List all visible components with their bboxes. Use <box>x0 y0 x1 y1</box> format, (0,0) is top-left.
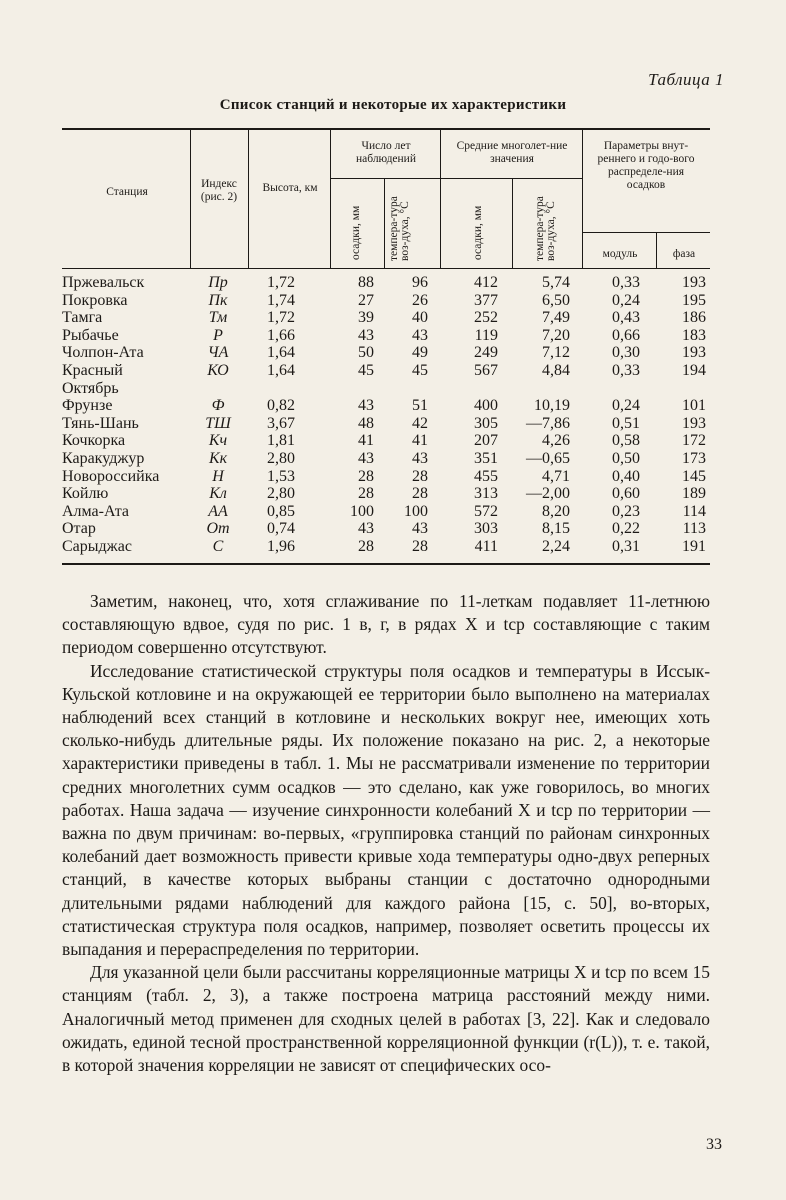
cell-height: 0,74 <box>267 520 295 538</box>
paragraph: Для указанной цели были рассчитаны корреляционные матрицы X и tср по всем 15 станциям (табл. 2, 3), а также построена матрица расстояний между ними. Аналогичный метод применен для сходных целей в работах [3, 22]. Как и следовало ожидать, единой тесной пространственной корреляционной функции (r(L)), т. е. такой, в которой значения корреляции не зависят от специфических осо- <box>62 962 710 1076</box>
header-divider <box>190 130 191 268</box>
table-row <box>62 450 710 468</box>
cell-height: 1,96 <box>267 537 295 555</box>
cell-height: 1,66 <box>267 326 295 344</box>
cell-yt: 43 <box>412 449 428 467</box>
table-row <box>62 432 710 450</box>
cell-mod: 0,50 <box>612 449 640 467</box>
table-row <box>62 520 710 538</box>
cell-index: От <box>206 520 230 538</box>
table-row <box>62 415 710 433</box>
header-subrule <box>330 178 440 179</box>
cell-mt: 8,20 <box>542 502 570 520</box>
header-subrule <box>440 178 582 179</box>
header-subrule <box>582 232 710 233</box>
cell-station: Октябрь <box>62 379 119 397</box>
paragraph: Исследование статистической структуры поля осадков и температуры в Иссык-Кульской котловине и на окружающей ее территории было выполнено на материалах наблюдений всех станций в котловине и нескольких вокруг нее, имеющих хоть сколько-нибудь длительные ряды. Их положение показано на рис. 2, а некоторые характеристики приведены в табл. 1. Мы не рассматривали изменение по территории средних многолетних сумм осадков — это сделано, как уже говорилось, во многих работах. Наша задача — изучение синхронности колебаний X и tср по территории — важна по двум причинам: во-первых, «группировка станций по районам синхронных колебаний дает возможность привести кривые хода температуры одно-двух реперных станций, в качестве которых выбраны станции с достаточно однородными длительными рядами наблюдений для каждого района [15, с. 50], во-вторых, статистическая структура поля осадков, например, позволяет осветить процессы их выпадания и перераспределения по территории. <box>62 660 710 960</box>
cell-yp: 48 <box>358 414 374 432</box>
table-header-rule <box>62 268 710 269</box>
cell-station: Каракуджур <box>62 449 145 467</box>
cell-phase: 173 <box>682 449 706 467</box>
cell-height: 1,74 <box>267 291 295 309</box>
cell-yt: 41 <box>412 432 428 450</box>
table-row <box>62 538 710 556</box>
header-means: Средние многолет-ние значения <box>456 140 568 165</box>
cell-phase: 191 <box>682 537 706 555</box>
cell-phase: 172 <box>682 432 706 450</box>
header-index: Индекс (рис. 2) <box>200 178 238 203</box>
header-height: Высота, км <box>262 182 318 194</box>
header-modulus: модуль <box>602 248 638 260</box>
cell-yp: 28 <box>358 467 374 485</box>
cell-yp: 28 <box>358 485 374 503</box>
cell-phase: 189 <box>682 485 706 503</box>
table-row <box>62 380 710 398</box>
cell-yp: 100 <box>350 502 374 520</box>
cell-phase: 114 <box>682 502 706 520</box>
cell-height: 1,72 <box>267 309 295 327</box>
cell-mp: 249 <box>474 344 498 362</box>
cell-phase: 186 <box>682 309 706 327</box>
cell-mt: 10,19 <box>534 397 570 415</box>
cell-mod: 0,43 <box>612 309 640 327</box>
cell-mt: —2,00 <box>526 485 570 503</box>
cell-yt: 43 <box>412 520 428 538</box>
cell-index: Н <box>212 467 224 485</box>
cell-mt: 4,84 <box>542 361 570 379</box>
cell-phase: 193 <box>682 344 706 362</box>
table-row <box>62 485 710 503</box>
cell-mt: 4,71 <box>542 467 570 485</box>
table-top-rule <box>62 128 710 130</box>
header-divider <box>656 232 657 268</box>
cell-mt: 2,24 <box>542 537 570 555</box>
cell-mp: 119 <box>474 326 498 344</box>
table-row <box>62 327 710 345</box>
cell-station: Покровка <box>62 291 128 309</box>
cell-index: С <box>212 537 224 555</box>
cell-station: Чолпон-Ата <box>62 344 144 362</box>
cell-yt: 100 <box>404 502 428 520</box>
cell-yt: 43 <box>412 326 428 344</box>
cell-height: 0,85 <box>267 502 295 520</box>
cell-height: 1,72 <box>267 274 295 291</box>
cell-mt: 7,12 <box>542 344 570 362</box>
table-row <box>62 274 710 292</box>
cell-mod: 0,60 <box>612 485 640 503</box>
table-row <box>62 397 710 415</box>
cell-phase: 194 <box>682 361 706 379</box>
header-divider <box>384 178 385 268</box>
cell-yp: 28 <box>358 537 374 555</box>
cell-yt: 42 <box>412 414 428 432</box>
cell-phase: 101 <box>682 397 706 415</box>
cell-mt: 4,26 <box>542 432 570 450</box>
cell-mp: 313 <box>474 485 498 503</box>
cell-yp: 27 <box>358 291 374 309</box>
table-body <box>62 274 710 556</box>
cell-mp: 455 <box>474 467 498 485</box>
header-params: Параметры внут-реннего и годо-вого распределе-ния осадков <box>597 140 695 191</box>
cell-station: Красный <box>62 361 123 379</box>
table-row <box>62 503 710 521</box>
paragraph: Заметим, наконец, что, хотя сглаживание по 11-леткам подавляет 11-летнюю составляющую вдвое, судя по рис. 1 в, г, в рядах X и tср составляющие с таким периодом совершенно отсутствуют. <box>62 591 710 658</box>
cell-height: 3,67 <box>267 414 295 432</box>
cell-mt: 7,49 <box>542 309 570 327</box>
table-title: Список станций и некоторые их характеристики <box>219 97 567 113</box>
header-divider <box>440 130 441 268</box>
cell-height: 0,82 <box>267 397 295 415</box>
cell-index: Р <box>213 326 223 344</box>
cell-mt: 6,50 <box>542 291 570 309</box>
cell-mod: 0,40 <box>612 467 640 485</box>
cell-mp: 252 <box>474 309 498 327</box>
cell-mp: 412 <box>474 274 498 291</box>
cell-station: Пржевальск <box>62 274 145 291</box>
cell-mp: 305 <box>474 414 498 432</box>
header-divider <box>330 130 331 268</box>
cell-mp: 303 <box>474 520 498 538</box>
cell-yt: 28 <box>412 467 428 485</box>
cell-mt: —7,86 <box>526 414 570 432</box>
table-row <box>62 292 710 310</box>
cell-yt: 28 <box>412 537 428 555</box>
cell-mp: 377 <box>474 291 498 309</box>
cell-index: КО <box>207 361 229 379</box>
cell-yp: 43 <box>358 449 374 467</box>
header-divider <box>248 130 249 268</box>
body-text <box>62 590 710 1077</box>
cell-mod: 0,24 <box>612 397 640 415</box>
header-phase: фаза <box>672 248 696 260</box>
cell-phase: 195 <box>682 291 706 309</box>
cell-phase: 193 <box>682 414 706 432</box>
cell-height: 2,80 <box>267 485 295 503</box>
cell-mod: 0,51 <box>612 414 640 432</box>
table-row <box>62 362 710 380</box>
cell-index: Пр <box>208 274 228 291</box>
header-divider <box>582 130 583 268</box>
cell-mod: 0,24 <box>612 291 640 309</box>
table-row <box>62 309 710 327</box>
cell-mp: 351 <box>474 449 498 467</box>
cell-height: 1,53 <box>267 467 295 485</box>
cell-index: ЧА <box>207 344 229 362</box>
cell-yp: 43 <box>358 326 374 344</box>
cell-station: Тянь-Шань <box>62 414 139 432</box>
table-label: Таблица 1 <box>648 70 724 89</box>
cell-station: Сарыджас <box>62 537 132 555</box>
header-years-precip: осадки, мм <box>350 205 362 260</box>
cell-yp: 41 <box>358 432 374 450</box>
cell-index: Пк <box>208 291 228 309</box>
cell-index: Кл <box>209 485 227 503</box>
cell-mod: 0,33 <box>612 274 640 291</box>
cell-mod: 0,66 <box>612 326 640 344</box>
cell-yp: 39 <box>358 309 374 327</box>
cell-mt: —0,65 <box>526 449 570 467</box>
cell-index: Тм <box>208 309 228 327</box>
cell-mod: 0,58 <box>612 432 640 450</box>
cell-station: Алма-Ата <box>62 502 130 520</box>
cell-height: 2,80 <box>267 449 295 467</box>
cell-station: Фрунзе <box>62 397 113 415</box>
table-row <box>62 344 710 362</box>
cell-yt: 51 <box>412 397 428 415</box>
cell-index: Кк <box>208 449 228 467</box>
cell-mp: 411 <box>474 537 498 555</box>
cell-phase: 183 <box>682 326 706 344</box>
cell-height: 1,64 <box>267 344 295 362</box>
cell-index: АА <box>208 502 228 520</box>
cell-station: Кочкорка <box>62 432 126 450</box>
cell-phase: 193 <box>682 274 706 291</box>
cell-mod: 0,23 <box>612 502 640 520</box>
cell-mt: 7,20 <box>542 326 570 344</box>
cell-yp: 50 <box>358 344 374 362</box>
cell-station: Отар <box>62 520 96 538</box>
cell-station: Новороссийка <box>62 467 160 485</box>
cell-mp: 572 <box>474 502 498 520</box>
header-means-temp: темпера-тура воз-духа, °С <box>534 196 557 261</box>
header-years-temp: темпера-тура воз-духа, °С <box>388 196 411 261</box>
cell-height: 1,64 <box>267 361 295 379</box>
cell-mod: 0,31 <box>612 537 640 555</box>
cell-station: Тамга <box>62 309 103 327</box>
table-bottom-rule <box>62 563 710 565</box>
cell-height: 1,81 <box>267 432 295 450</box>
cell-index: ТШ <box>205 414 231 432</box>
cell-yt: 28 <box>412 485 428 503</box>
cell-mp: 400 <box>474 397 498 415</box>
cell-mp: 567 <box>474 361 498 379</box>
cell-index: Кч <box>208 432 228 450</box>
cell-phase: 145 <box>682 467 706 485</box>
cell-mt: 8,15 <box>542 520 570 538</box>
table-row <box>62 468 710 486</box>
cell-phase: 113 <box>682 520 706 538</box>
cell-yp: 45 <box>358 361 374 379</box>
cell-yt: 96 <box>412 274 428 291</box>
cell-mod: 0,30 <box>612 344 640 362</box>
cell-mod: 0,22 <box>612 520 640 538</box>
cell-yt: 26 <box>412 291 428 309</box>
cell-yt: 49 <box>412 344 428 362</box>
header-divider <box>512 178 513 268</box>
cell-mt: 5,74 <box>542 274 570 291</box>
page-number: 33 <box>706 1136 722 1153</box>
cell-mp: 207 <box>474 432 498 450</box>
cell-yp: 43 <box>358 520 374 538</box>
cell-yp: 43 <box>358 397 374 415</box>
header-years: Число лет наблюдений <box>356 140 416 165</box>
header-means-precip: осадки, мм <box>472 205 484 260</box>
cell-yp: 88 <box>358 274 374 291</box>
cell-index: Ф <box>211 397 225 415</box>
cell-yt: 40 <box>412 309 428 327</box>
cell-mod: 0,33 <box>612 361 640 379</box>
cell-station: Рыбачье <box>62 326 119 344</box>
cell-yt: 45 <box>412 361 428 379</box>
header-station: Станция <box>106 186 148 198</box>
cell-station: Койлю <box>62 485 109 503</box>
